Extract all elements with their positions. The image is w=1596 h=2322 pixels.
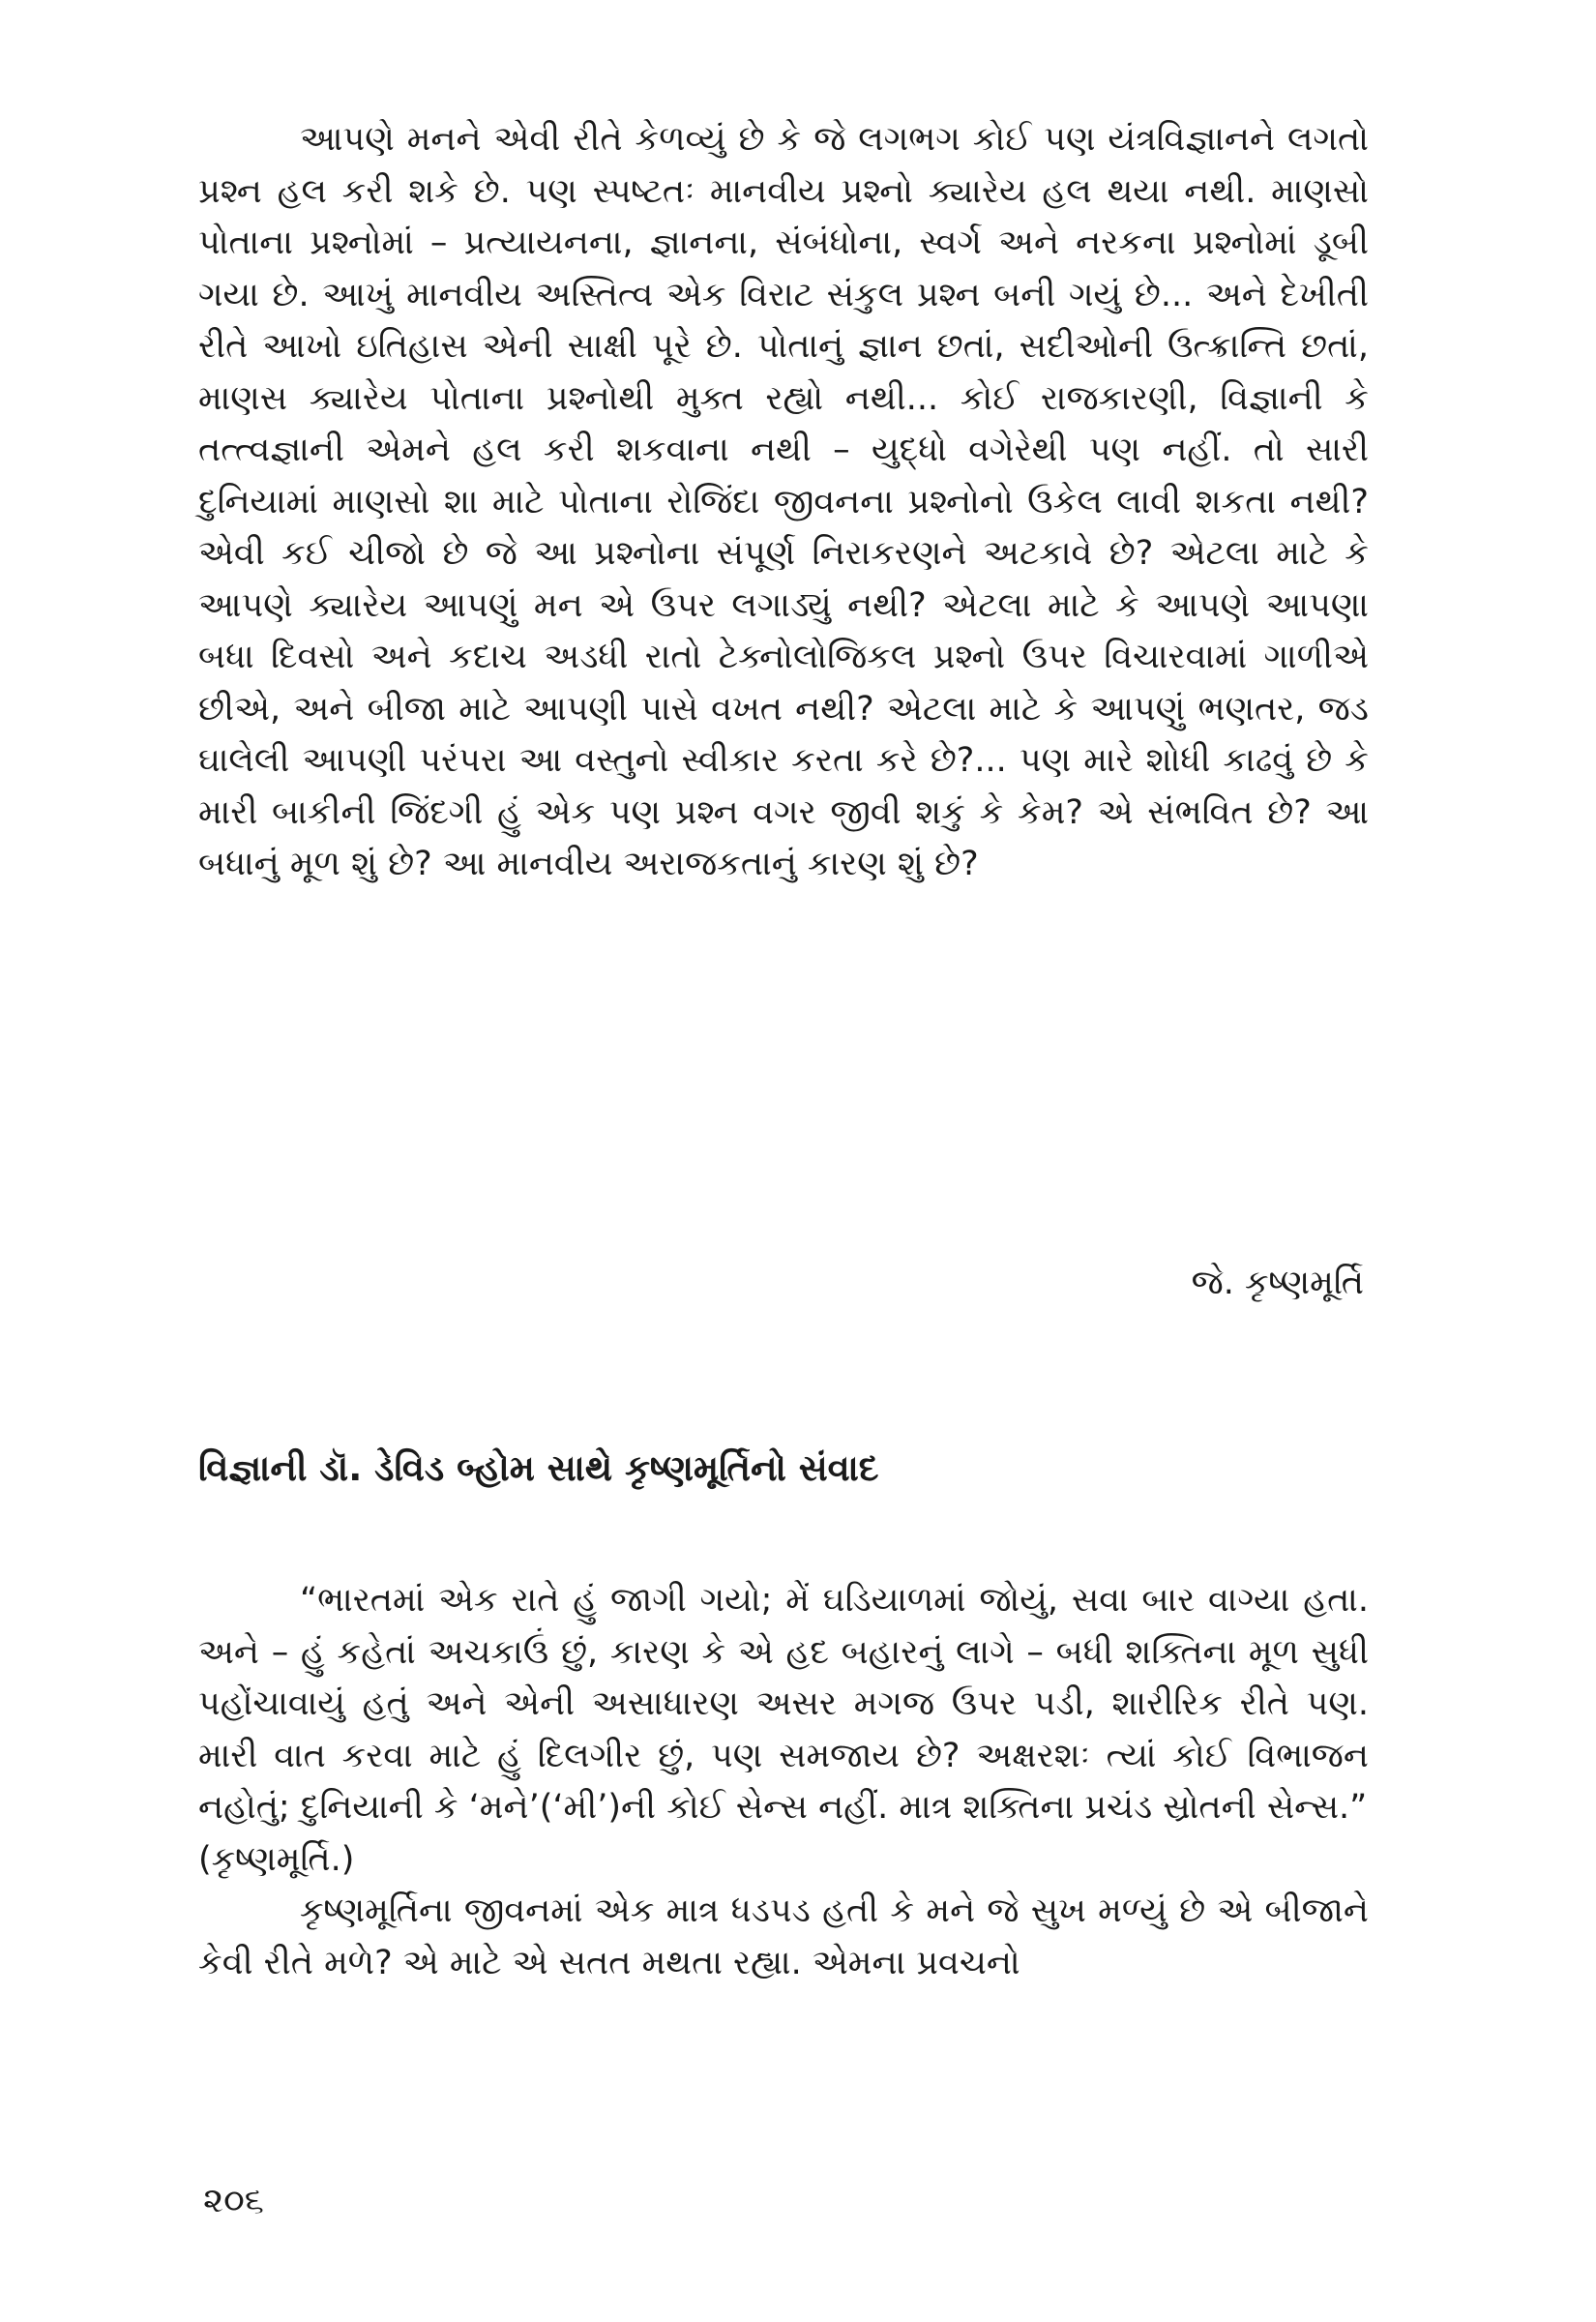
author-signature: જે. કૃષ્ણમૂર્તિ (1191, 1264, 1364, 1302)
intro-paragraph: આપણે મનને એવી રીતે કેળવ્યું છે કે જે લગભગ કોઈ પણ યંત્રવિજ્ઞાનને લગતો પ્રશ્ન હલ કરી શકે છે. પણ સ્પષ્ટતઃ માનવીય પ્રશ્નો ક્યારેય હલ થયા નથી. માણસો પોતાના પ્રશ્નોમાં – પ્રત્યાયનના, જ્ઞાનના, સંબંધોના, સ્વર્ગ અને નરકના પ્રશ્નોમાં ડૂબી ગયા છે. આખું માનવીય અસ્તિત્વ એક વિરાટ સંકુલ પ્રશ્ન બની ગયું છે... અને દેખીતી રીતે આખો ઇતિહાસ એની સાક્ષી પૂરે છે. પોતાનું જ્ઞાન છતાં, સદીઓની ઉત્ક્રાન્તિ છતાં, માણસ ક્યારેય પોતાના પ્રશ્નોથી મુક્ત રહ્યો નથી... કોઈ રાજકારણી, વિજ્ઞાની કે તત્ત્વજ્ઞાની એમને હલ કરી શકવાના નથી – યુદ્ધો વગેરેથી પણ નહીં. તો સારી દુનિયામાં માણસો શા માટે પોતાના રોજિંદા જીવનના પ્રશ્નોનો ઉકેલ લાવી શકતા નથી? એવી કઈ ચીજો છે જે આ પ્રશ્નોના સંપૂર્ણ નિરાકરણને અટકાવે છે? એટલા માટે કે આપણે ક્યારેય આપણું મન એ ઉપર લગાડ્યું નથી? એટલા માટે કે આપણે આપણા બધા દિવસો અને કદાચ અડધી રાતો ટેક્નોલોજિકલ પ્રશ્નો ઉપર વિચારવામાં ગાળીએ છીએ, અને બીજા માટે આપણી પાસે વખત નથી? એટલા માટે કે આપણું ભણતર, જડ ઘાલેલી આપણી પરંપરા આ વસ્તુનો સ્વીકાર કરતા કરે છે?... પણ મારે શોધી કાઢવું છે કે મારી બાકીની જિંદગી હું એક પણ પ્રશ્ન વગર જીવી શકું કે કેમ? એ સંભવિત છે? આ બધાનું મૂળ શું છે? આ માનવીય અરાજકતાનું કારણ શું છે? (198, 120, 1369, 883)
quote-citation: (કૃષ્ણમૂર્તિ.) (198, 1839, 355, 1879)
section-heading: વિજ્ઞાની ડૉ. ડેવિડ બ્હોમ સાથે કૃષ્ણમૂર્તિનો સંવાદ (198, 1447, 879, 1489)
body-paragraph: કૃષ્ણમૂર્તિના જીવનમાં એક માત્ર ધડપડ હતી કે મને જે સુખ મળ્યું છે એ બીજાને કેવી રીતે મળે? એ માટે એ સતત મથતા રહ્યા. એમના પ્રવચનો (198, 1891, 1369, 1982)
intro-text-block (198, 114, 1369, 891)
page-number: ૨૦૬ (203, 2181, 264, 2220)
section-body-block (198, 1575, 1369, 1989)
quote-paragraph: “ભારતમાં એક રાતે હું જાગી ગયો; મેં ઘડિયાળમાં જોયું, સવા બાર વાગ્યા હતા. અને – હું કહેતાં અચકાઉં છું, કારણ કે એ હદ બહારનું લાગે – બધી શક્તિના મૂળ સુધી પહોંચાવાયું હતું અને એની અસાધારણ અસર મગજ ઉપર પડી, શારીરિક રીતે પણ. મારી વાત કરવા માટે હું દિલગીર છું, પણ સમજાય છે? અક્ષરશઃ ત્યાં કોઈ વિભાજન નહોતું; દુનિયાની કે ‘મને’(‘મી’)ની કોઈ સેન્સ નહીં. માત્ર શક્તિના પ્રચંડ સ્રોતની સેન્સ.” (198, 1581, 1369, 1827)
